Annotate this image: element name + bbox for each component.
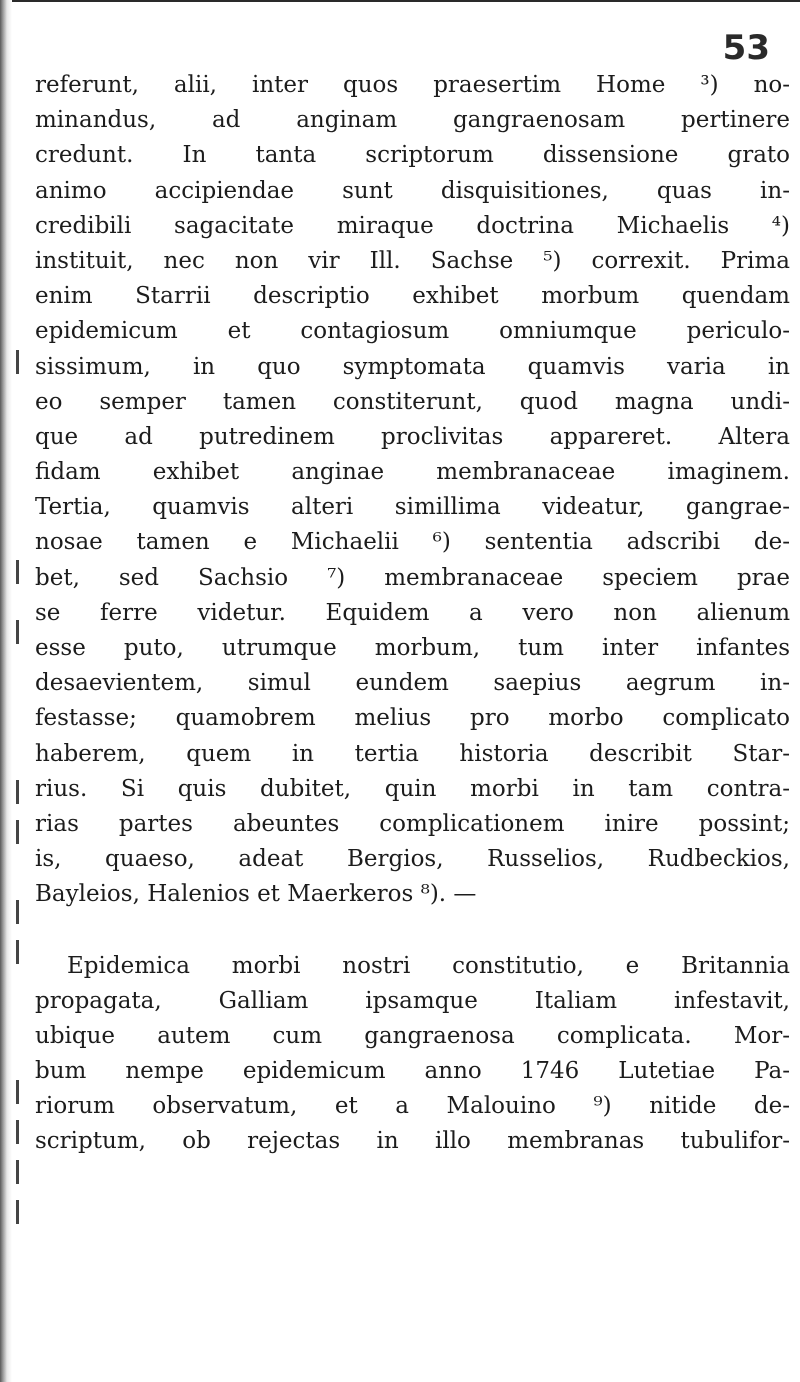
text-line: desaevientem, simul eundem saepius aegrum in- [35,670,790,697]
paragraph-gap [35,913,790,949]
paragraph-2 [35,949,790,1160]
text-line: Epidemica morbi nostri constitutio, e Britannia [67,952,790,979]
gutter-marks [16,60,34,1382]
book-spine-shadow [0,0,12,1382]
text-line: eo semper tamen constiterunt, quod magna undi- [35,388,790,415]
text-line: is, quaeso, adeat Bergios, Russelios, Rudbeckios, [35,846,790,873]
text-line: festasse; quamobrem melius pro morbo complicato [35,705,790,732]
page-top-edge [0,0,800,2]
text-line: nosae tamen e Michaelii ⁶) sententia adscribi de- [35,529,790,556]
text-line: haberem, quem in tertia historia describit Star- [35,740,790,767]
text-line: epidemicum et contagiosum omniumque periculo- [35,318,790,345]
text-line: referunt, alii, inter quos praesertim Home ³) no- [35,72,790,98]
text-line: credunt. In tanta scriptorum dissensione grato [35,142,790,169]
text-line: ubique autem cum gangraenosa complicata. Mor- [35,1022,790,1049]
text-line: Bayleios, Halenios et Maerkeros ⁸). — [35,881,477,908]
text-line: rias partes abeuntes complicationem inire possint; [35,810,790,837]
text-line: credibili sagacitate miraque doctrina Michaelis ⁴) [35,212,790,239]
text-line: enim Starrii descriptio exhibet morbum quendam [35,283,790,310]
text-line: propagata, Galliam ipsamque Italiam infestavit, [35,987,790,1014]
text-line: rius. Si quis dubitet, quin morbi in tam contra- [35,775,790,802]
text-line: fidam exhibet anginae membranaceae imaginem. [35,459,790,486]
text-line: riorum observatum, et a Malouino ⁹) nitide de- [35,1093,790,1120]
text-line: se ferre videtur. Equidem a vero non alienum [35,599,790,626]
text-line: esse puto, utrumque morbum, tum inter infantes [35,635,790,661]
page-number: 53 [722,28,770,68]
text-line: animo accipiendae sunt disquisitiones, quas in- [35,177,790,204]
text-line: sissimum, in quo symptomata quamvis varia in [35,353,790,380]
text-line: Tertia, quamvis alteri simillima videatur, gangrae- [35,494,790,521]
text-line: minandus, ad anginam gangraenosam pertinere [35,107,790,134]
text-line: bum nempe epidemicum anno 1746 Lutetiae Pa- [35,1058,790,1085]
body-text [35,68,790,1160]
text-line: instituit, nec non vir Ill. Sachse ⁵) correxit. Prima [35,247,790,274]
text-line: bet, sed Sachsio ⁷) membranaceae speciem prae [35,564,790,591]
paragraph-1 [35,68,790,913]
text-line: scriptum, ob rejectas in illo membranas tubulifor- [35,1128,790,1155]
text-line: que ad putredinem proclivitas appareret. Altera [35,423,790,450]
